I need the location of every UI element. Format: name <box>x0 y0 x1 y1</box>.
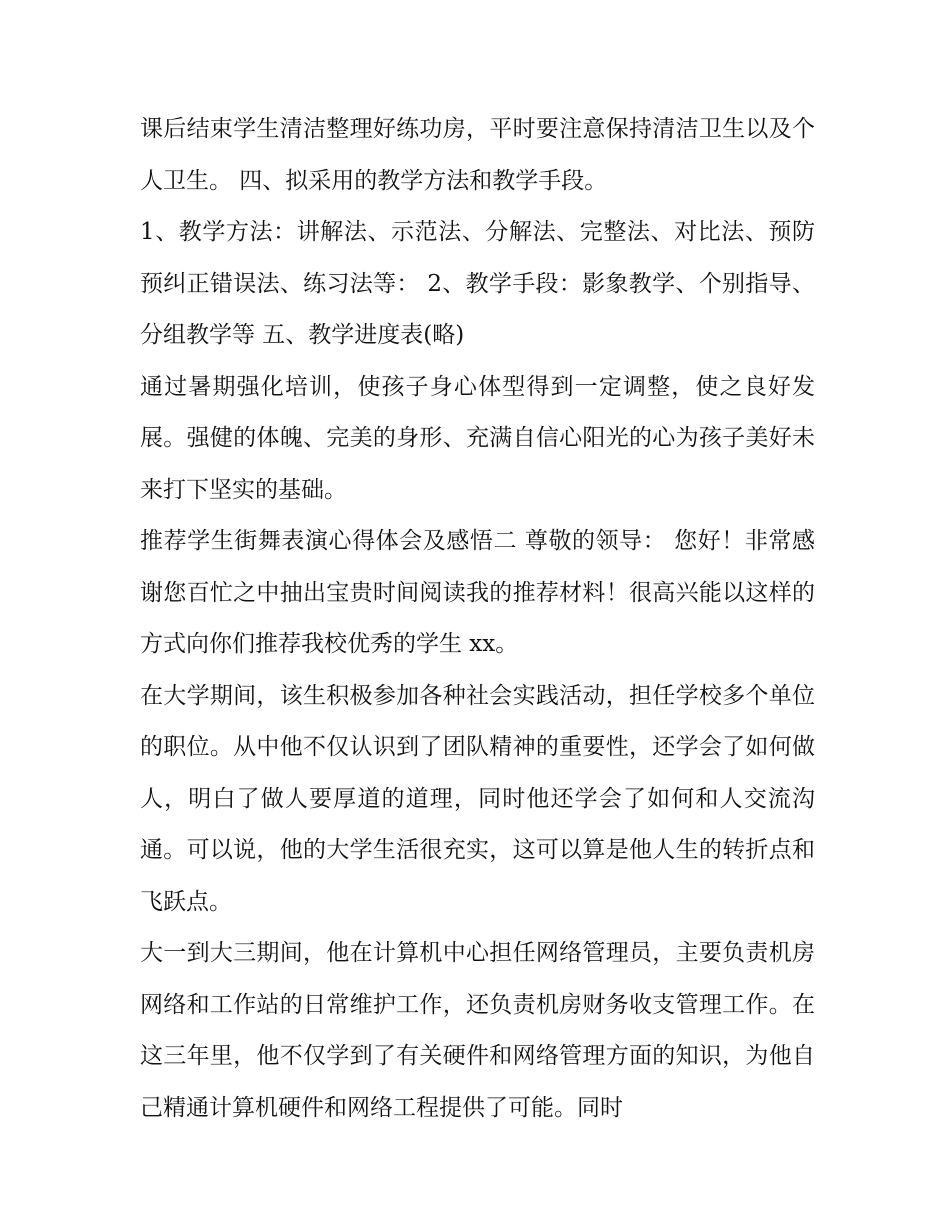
paragraph: 通过暑期强化培训，使孩子身心体型得到一定调整，使之良好发展。强健的体魄、完美的身形、充满自信心阳光的心为孩子美好未来打下坚实的基础。 <box>140 373 815 503</box>
paragraph: 在大学期间，该生积极参加各种社会实践活动，担任学校多个单位的职位。从中他不仅认识到了团队精神的重要性，还学会了如何做人，明白了做人要厚道的道理，同时他还学会了如何和人交流沟通。可以说，他的大学生活很充实，这可以算是他人生的转折点和飞跃点。 <box>140 682 815 915</box>
paragraph: 大一到大三期间，他在计算机中心担任网络管理员，主要负责机房网络和工作站的日常维护工作，还负责机房财务收支管理工作。在这三年里，他不仅学到了有关硬件和网络管理方面的知识，为他自己精通计算机硬件和网络工程提供了可能。同时 <box>140 940 815 1121</box>
document-body <box>140 104 815 1134</box>
paragraph: 1、教学方法：讲解法、示范法、分解法、完整法、对比法、预防预纠正错误法、练习法等： 2、教学手段：影象教学、个别指导、分组教学等 五、教学进度表(略) <box>140 219 815 348</box>
paragraph: 推荐学生街舞表演心得体会及感悟二 尊敬的领导： 您好！非常感谢您百忙之中抽出宝贵时间阅读我的推荐材料！很高兴能以这样的方式向你们推荐我校优秀的学生 xx。 <box>140 528 815 657</box>
paragraph: 课后结束学生清洁整理好练功房，平时要注意保持清洁卫生以及个人卫生。 四、拟采用的教学方法和教学手段。 <box>140 116 815 194</box>
